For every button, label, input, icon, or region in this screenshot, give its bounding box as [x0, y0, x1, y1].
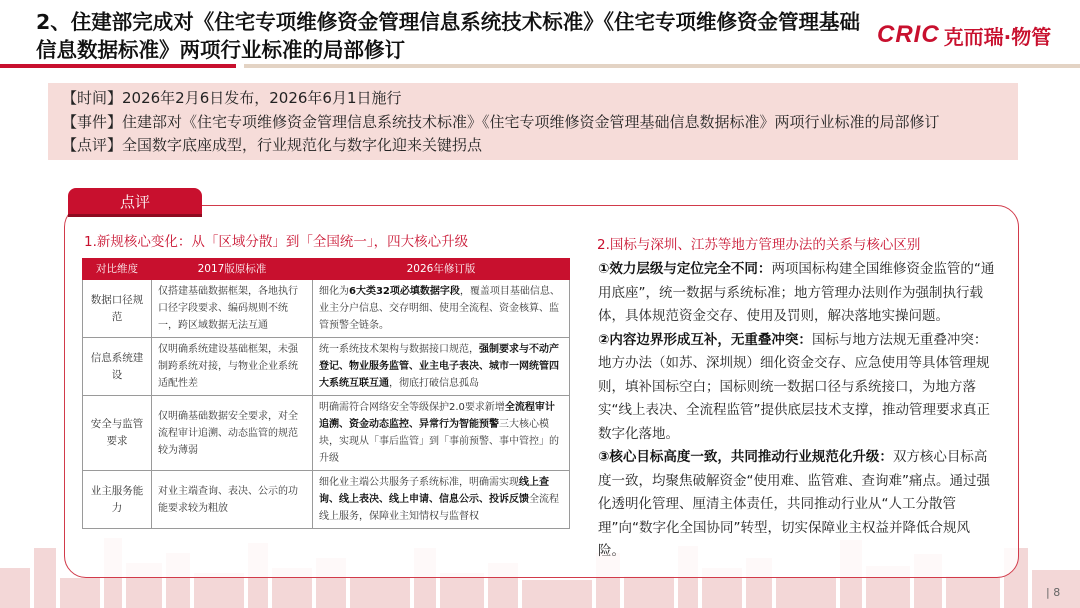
logo-mark: CRIC [877, 21, 940, 48]
row-new-standard: 细化业主端公共服务子系统标准，明确需实现线上查询、线上表决、线上申请、信息公示、投诉反馈全流程线上服务，保障业主知情权与监督权 [313, 471, 570, 529]
page-number: | 8 [1046, 586, 1061, 599]
info-comment: 【点评】全国数字底座成型，行业规范化与数字化迎来关键拐点 [62, 136, 483, 154]
row-dimension: 业主服务能力 [83, 471, 152, 529]
table-header-row [83, 259, 570, 280]
title-divider [0, 64, 1080, 68]
comment-tag-shadow [68, 214, 202, 217]
row-old-standard: 仅明确基础数据安全要求，对全流程审计追溯、动态监管的规范较为薄弱 [152, 396, 313, 471]
page-title: 2、住建部完成对《住宅专项维修资金管理信息系统技术标准》《住宅专项维修资金管理基础信息数据标准》两项行业标准的局部修订 [36, 10, 861, 62]
info-box [48, 83, 1018, 160]
table-row [83, 471, 570, 529]
header-2026: 2026年修订版 [313, 259, 570, 280]
row-old-standard: 仅搭建基础数据框架，各地执行口径字段要求、编码规则不统一，跨区域数据无法互通 [152, 280, 313, 338]
section1-title: 1.新规核心变化：从「区域分散」到「全国统一」，四大核心升级 [84, 234, 469, 250]
row-new-standard: 统一系统技术架构与数据接口规范，强制要求与不动产登记、物业服务监管、业主电子表决、城市一网统管四大系统互联互通，彻底打破信息孤岛 [313, 338, 570, 396]
comment-tag: 点评 [68, 188, 202, 216]
header-2017: 2017版原标准 [152, 259, 313, 280]
logo-text: 克而瑞·物管 [943, 24, 1052, 49]
info-event: 【事件】住建部对《住宅专项维修资金管理信息系统技术标准》《住宅专项维修资金管理基础信息数据标准》两项行业标准的局部修订 [62, 112, 940, 131]
comparison-notes [598, 258, 996, 564]
header-dimension: 对比维度 [83, 259, 152, 280]
row-dimension: 安全与监管要求 [83, 396, 152, 471]
row-dimension: 信息系统建设 [83, 338, 152, 396]
note-3: ③核心目标高度一致，共同推动行业规范化升级：双方核心目标高度一致，均聚焦破解资金“使用难、监管难、查询难”痛点。通过强化透明化管理、厘清主体责任，共同推动行业从“人工分散管理”向“数字化全国协同”转型，切实保障业主权益并降低合规风险。 [598, 449, 990, 559]
row-old-standard: 仅明确系统建设基础框架，未强制跨系统对接，与物业企业系统适配性差 [152, 338, 313, 396]
comparison-table [82, 258, 570, 529]
row-old-standard: 对业主端查询、表决、公示的功能要求较为粗放 [152, 471, 313, 529]
info-time: 【时间】2026年2月6日发布，2026年6月1日施行 [62, 89, 402, 107]
row-new-standard: 细化为6大类32项必填数据字段，覆盖项目基础信息、业主分户信息、交存明细、使用全流程、资金核算、监管预警全链条。 [313, 280, 570, 338]
row-dimension: 数据口径规范 [83, 280, 152, 338]
section2-title: 2.国标与深圳、江苏等地方管理办法的关系与核心区别 [597, 237, 921, 253]
table-row [83, 280, 570, 338]
table-row [83, 338, 570, 396]
row-new-standard: 明确需符合网络安全等级保护2.0要求新增全流程审计追溯、资金动态监控、异常行为智能预警三大核心模块，实现从「事后监管」到「事前预警、事中管控」的升级 [313, 396, 570, 471]
note-2: ②内容边界形成互补，无重叠冲突：国标与地方法规无重叠冲突：地方办法（如苏、深圳规）细化资金交存、应急使用等具体管理规则，填补国标空白；国标则统一数据口径与系统接口，为地方落实“线上表决、全流程监管”提供底层技术支撑，推动管理要求真正数字化落地。 [598, 331, 990, 442]
note-1: ①效力层级与定位完全不同：两项国标构建全国维修资金监管的“通用底座”，统一数据与系统标准；地方管理办法则作为强制执行载体，具体规范资金交存、使用及罚则，解决落地实操问题。 [598, 261, 995, 324]
table-row [83, 396, 570, 471]
company-logo [877, 20, 1051, 50]
